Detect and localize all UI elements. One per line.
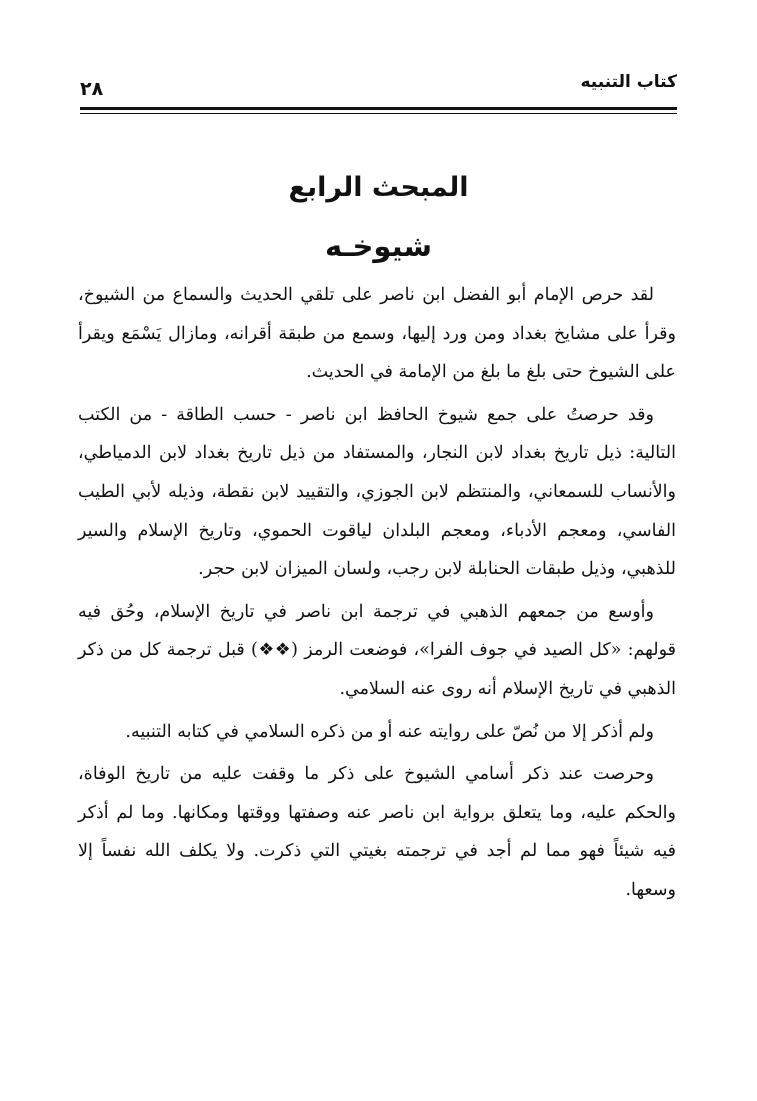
running-header bbox=[80, 70, 677, 106]
paragraph: وقد حرصتُ على جمع شيوخ الحافظ ابن ناصر - حسب الطاقة - من الكتب التالية: ذيل تاريخ بغداد لابن النجار، والمستفاد من ذيل تاريخ بغداد لابن الدمياطي، والأنساب للسمعاني، والمنتظم لابن الجوزي، والتقييد لابن نقطة، وذيله لأبي الطيب الفاسي، ومعجم الأدباء، ومعجم البلدان لياقوت الحموي، وتاريخ الإسلام والسير للذهبي، وذيل طبقات الحنابلة لابن رجب، ولسان الميزان لابن حجر. bbox=[78, 404, 676, 580]
header-rule-thin bbox=[80, 113, 677, 114]
header-book-title: كتاب التنبيه bbox=[580, 72, 677, 92]
paragraph: وحرصت عند ذكر أسامي الشيوخ على ذكر ما وقفت عليه من تاريخ الوفاة، والحكم عليه، وما يتعلق برواية ابن ناصر عنه وصفتها ووقتها ومكانها. وما لم أذكر فيه شيئاً فهو مما لم أجد في ترجمته بغيتي التي ذكرت. ولا يكلف الله نفساً إلا وسعها. bbox=[78, 764, 676, 900]
section-subtitle: شيوخـه bbox=[325, 229, 432, 263]
body-text bbox=[78, 276, 676, 914]
paragraph: وأوسع من جمعهم الذهبي في ترجمة ابن ناصر في تاريخ الإسلام، وحُق فيه قولهم: «كل الصيد في جوف الفرا»، فوضعت الرمز (❖❖) قبل ترجمة كل من ذكر الذهبي في تاريخ الإسلام أنه روى عنه السلامي. bbox=[78, 601, 676, 699]
paragraph: ولم أذكر إلا من نُصّ على روايته عنه أو من ذكره السلامي في كتابه التنبيه. bbox=[125, 721, 654, 742]
page-number: ٢٨ bbox=[80, 78, 104, 100]
section-title: المبحث الرابع bbox=[288, 172, 469, 203]
paragraph: لقد حرص الإمام أبو الفضل ابن ناصر على تلقي الحديث والسماع من الشيوخ، وقرأ على مشايخ بغداد ومن ورد إليها، وسمع من طبقة أقرانه، ومازال يَسْمَع ويقرأ على الشيوخ حتى بلغ ما بلغ من الإمامة في الحديث. bbox=[78, 285, 676, 383]
header-rule-thick bbox=[80, 107, 677, 110]
